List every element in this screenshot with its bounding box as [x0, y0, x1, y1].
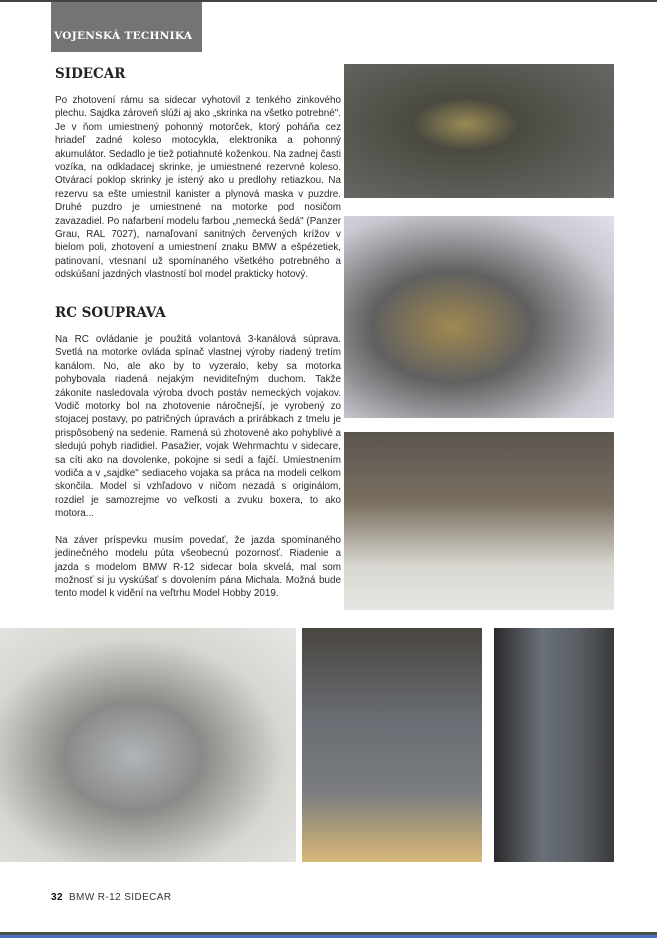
- photo-sidecar-interior: [494, 628, 614, 862]
- photo-chassis-motor: [344, 432, 614, 610]
- footer-title: BMW R-12 SIDECAR: [68, 892, 172, 903]
- page-footer: [51, 892, 171, 903]
- section-heading: RC SOUPRAVA: [55, 305, 166, 321]
- article-section-rc: [55, 305, 341, 614]
- photo-motorcycle-side: [344, 216, 614, 418]
- section-tab: VOJENSKÁ TECHNIKA: [51, 2, 202, 52]
- paragraph: Na RC ovládanie je použitá volantová 3-kanálová súprava. Svetlá na motorke ovláda spínač vlastnej výroby riadený tretím kanálom. No, ale ako by to vyzeralo, keby sa motorka pohybovala riadená nejakým neviditeľným duchom. Takže zákonite nasledovala výroba dvoch postáv nemeckých vojakov. Vodič motorky bol na zhotovenie náročnejší, je vyrobený zo stojacej postavy, po patričných úpravách a prírábkach z tmelu je prispôsobený na sedenie. Ramená sú zhotovené ako pohyblivé a sledujú pohyb riadidiel. Pasažier, vojak Wehrmachtu v sidecare, sa cíti ako na dovolenke, pokojne si sedí a fajčí. Umiestnením vodiča a v „sajdke" sediaceho vojaka sa práca na modeli celkom skončila. Model si vzhľadovo v ničom nezadá s originálom, rozdiel je samozrejme vo veľkosti a zvuku boxera, to ako motora...: [55, 334, 341, 520]
- paragraph: Po zhotovení rámu sa sidecar vyhotovil z tenkého zinkového plechu. Sajdka zároveň slúži aj ako „skrinka na všetko potrebné". Je v ňom umiestnený pohonný motorček, ktorý poháňa cez hriadeľ zadné koleso motocykla, elektronika a pohonný akumulátor. Sedadlo je tiež potiahnuté koženkou. Na zadnej časti vozíka, na odkladacej skrinke, je umiestnené rezervné koleso. Otvárací poklop skrinky je istený ako u predlohy retiazkou. Na rezervu sa ešte umiestnil kanister a plynová maska v puzdre. Druhé puzdro je umiestnené na motorke pod nosičom zavazadiel. Po nafarbení modelu farbou „nemecká šedá" (Panzer Grau, RAL 7027), namaľovaní sanitných červených krížov v bielom poli, zhotovení a umiestnení znaku BMW a ešpézetiek, patinovaní, vtesnaní už spomínaného všetkého potrebného a odskúšaní jazdných vlastností bol model prakticky hotový.: [55, 95, 341, 281]
- article-section-sidecar: [55, 66, 341, 295]
- photo-rider-figure: [302, 628, 482, 862]
- page-number: 32: [51, 892, 63, 903]
- paragraph: Na záver príspevku musím povedať, že jazda spomínaného jedinečného modelu púta všeobecnú pozornosť. Riadenie a jazda s modelom BMW R-12 sidecar bola skvelá, mal som možnosť si ju vyskúšať s dovolením pána Michala. Možná bude tento model k vidění na veľtrhu Model Hobby 2019.: [55, 534, 341, 600]
- section-heading: SIDECAR: [55, 66, 126, 82]
- photo-sidecar: [0, 628, 296, 862]
- photo-handlebars: [344, 64, 614, 198]
